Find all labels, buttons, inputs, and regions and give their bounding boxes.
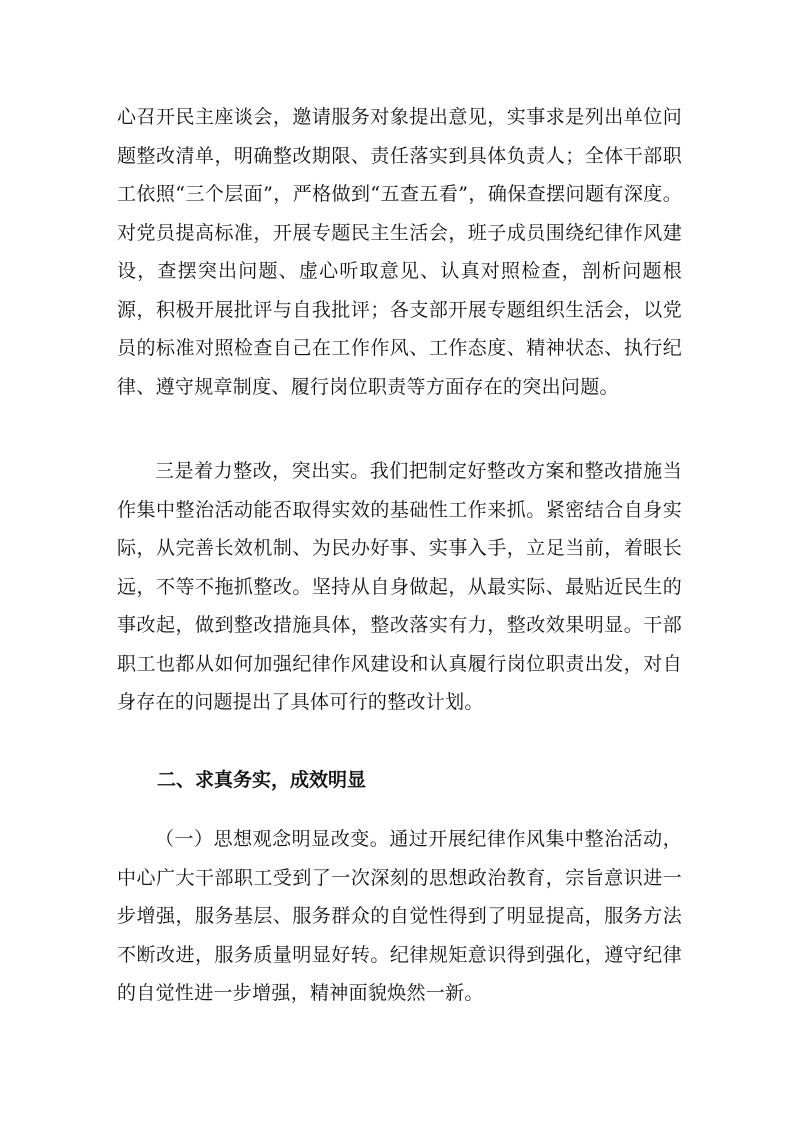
body-paragraph: （一）思想观念明显改变。通过开展纪律作风集中整治活动，中心广大干部职工受到了一次深刻的思想政治教育，宗旨意识进一步增强，服务基层、服务群众的自觉性得到了明显提高，服务方法不断改进，服务质量明显好转。纪律规矩意识得到强化，遵守纪律的自觉性进一步增强，精神面貌焕然一新。 bbox=[117, 828, 682, 1004]
body-paragraph: 心召开民主座谈会，邀请服务对象提出意见，实事求是列出单位问题整改清单，明确整改期限、责任落实到具体负责人；全体干部职工依照“三个层面”，严格做到“五查五看”，确保查摆问题有深度。对党员提高标准，开展专题民主生活会，班子成员围绕纪律作风建设，查摆突出问题、虚心听取意见、认真对照检查，剖析问题根源，积极开展批评与自我批评；各支部开展专题组织生活会，以党员的标准对照检查自己在工作作风、工作态度、精神状态、执行纪律、遵守规章制度、履行岗位职责等方面存在的突出问题。 bbox=[117, 106, 682, 398]
section-heading: 二、求真务实，成效明显 bbox=[157, 769, 367, 791]
body-paragraph: 三是着力整改，突出实。我们把制定好整改方案和整改措施当作集中整治活动能否取得实效的基础性工作来抓。紧密结合自身实际，从完善长效机制、为民办好事、实事入手，立足当前，着眼长远，不等不拖抓整改。坚持从自身做起，从最实际、最贴近民生的事改起，做到整改措施具体，整改落实有力，整改效果明显。干部职工也都从如何加强纪律作风建设和认真履行岗位职责出发，对自身存在的问题提出了具体可行的整改计划。 bbox=[117, 460, 682, 713]
